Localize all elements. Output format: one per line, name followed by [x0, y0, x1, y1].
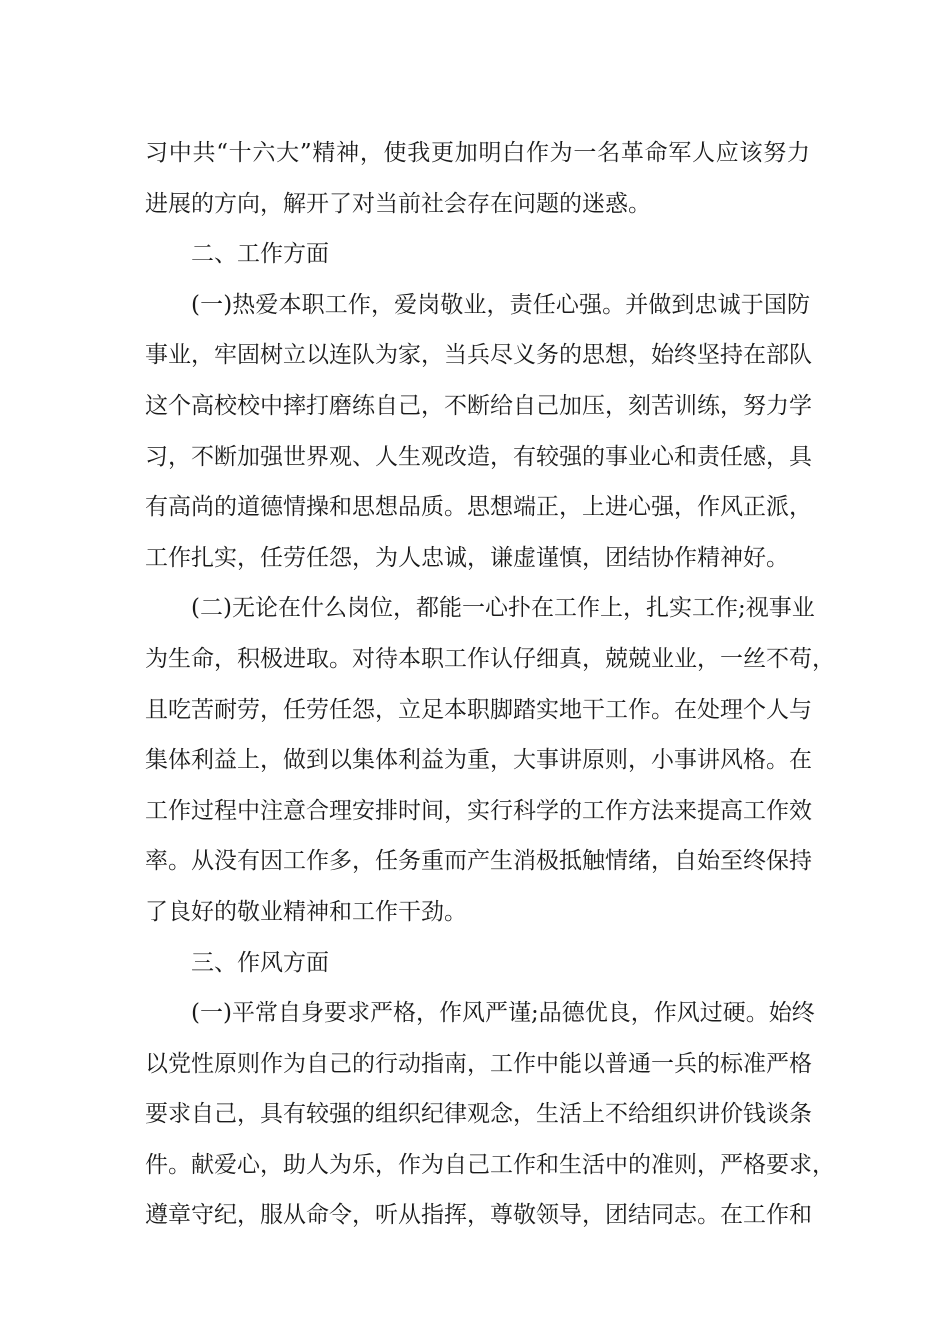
document-body [145, 128, 835, 1241]
text-line: 以党性原则作为自己的行动指南，工作中能以普通一兵的标准严格 [145, 1050, 812, 1077]
text-line: 有高尚的道德情操和思想品质。思想端正，上进心强，作风正派， [145, 494, 812, 521]
text-line: (二)无论在什么岗位，都能一心扑在工作上，扎实工作;视事业 [191, 595, 815, 622]
text-line: 了良好的敬业精神和工作干劲。 [145, 898, 467, 925]
text-line: 要求自己，具有较强的组织纪律观念，生活上不给组织讲价钱谈条 [145, 1101, 812, 1128]
text-line: 进展的方向，解开了对当前社会存在问题的迷惑。 [145, 190, 651, 217]
text-line: 事业，牢固树立以连队为家，当兵尽义务的思想，始终坚持在部队 [145, 342, 812, 369]
text-line: 集体利益上，做到以集体利益为重，大事讲原则，小事讲风格。在 [145, 747, 812, 774]
text-line: 率。从没有因工作多，任务重而产生消极抵触情绪，自始至终保持 [145, 848, 812, 875]
text-line: 习，不断加强世界观、人生观改造，有较强的事业心和责任感，具 [145, 443, 812, 470]
text-line: 且吃苦耐劳，任劳任怨，立足本职脚踏实地干工作。在处理个人与 [145, 696, 812, 723]
section-heading: 二、工作方面 [191, 241, 329, 268]
text-line: 遵章守纪，服从命令，听从指挥，尊敬领导，团结同志。在工作和 [145, 1202, 812, 1229]
text-line: 这个高校校中摔打磨练自己，不断给自己加压，刻苦训练，努力学 [145, 392, 812, 419]
text-line: 为生命，积极进取。对待本职工作认仔细真，兢兢业业，一丝不苟， [145, 645, 835, 672]
text-line: 件。献爱心，助人为乐，作为自己工作和生活中的准则，严格要求， [145, 1151, 835, 1178]
text-line: 工作过程中注意合理安排时间，实行科学的工作方法来提高工作效 [145, 797, 812, 824]
text-line: (一)热爱本职工作，爱岗敬业，责任心强。并做到忠诚于国防 [191, 291, 810, 318]
text-line: 工作扎实，任劳任怨，为人忠诚，谦虚谨慎，团结协作精神好。 [145, 544, 789, 571]
section-heading: 三、作风方面 [191, 949, 329, 976]
text-line: 习中共“十六大”精神，使我更加明白作为一名革命军人应该努力 [145, 140, 810, 166]
text-line: (一)平常自身要求严格，作风严谨;品德优良，作风过硬。始终 [191, 1000, 815, 1027]
